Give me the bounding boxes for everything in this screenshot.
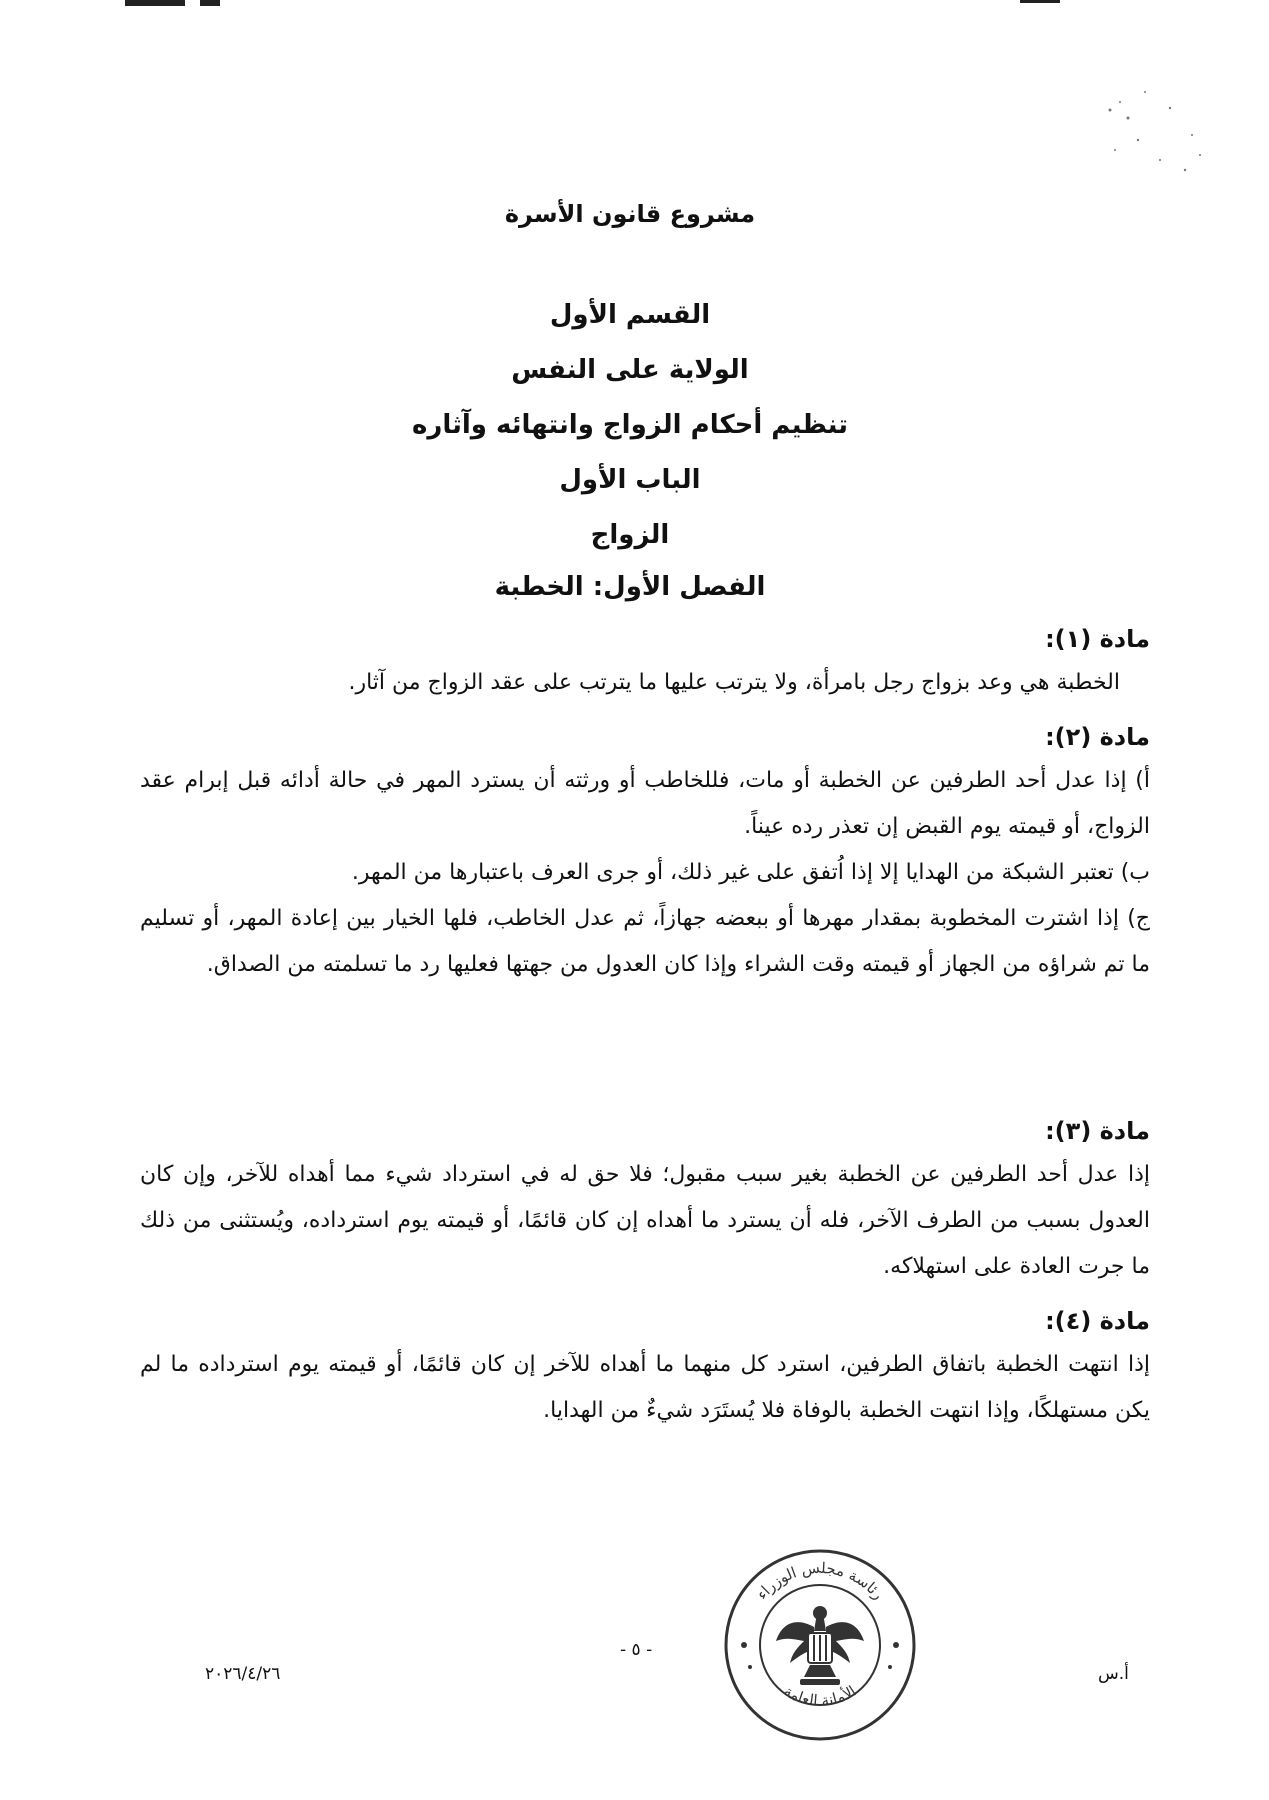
- seal-top-text: رئاسة مجلس الوزراء: [752, 1558, 888, 1604]
- document-title: مشروع قانون الأسرة: [504, 200, 756, 228]
- article-paragraph: ج) إذا اشترت المخطوبة بمقدار مهرها أو ببعضه جهازاً، ثم عدل الخاطب، فلها الخيار بين إعادة المهر، أو تسليم ما تم شراؤه من الجهاز أو قيمته وقت الشراء وإذا كان العدول من جهتها فعليها رد ما تسلمته من الصداق.: [140, 906, 1150, 977]
- article-4: [140, 1300, 1150, 1434]
- chapter-heading: الباب الأول: [559, 465, 701, 495]
- scan-edge-mark: [200, 0, 220, 6]
- article-paragraph: الخطبة هي وعد بزواج رجل بامرأة، ولا يترتب عليها ما يترتب على عقد الزواج من آثار.: [348, 670, 1120, 695]
- footer-initials: أ.س: [1098, 1664, 1129, 1684]
- article-paragraph: أ) إذا عدل أحد الطرفين عن الخطبة أو مات، فللخاطب أو ورثته أن يسترد المهر في حالة أدائه قبل إبرام عقد الزواج، أو قيمته يوم القبض إن تعذر رده عيناً.: [140, 768, 1150, 839]
- footer-date: ٢٠٢٦/٤/٢٦: [205, 1664, 281, 1684]
- article-2: [140, 716, 1150, 988]
- article-heading: مادة (٣):: [1045, 1117, 1150, 1145]
- scan-specks: [1100, 80, 1220, 190]
- article-heading: مادة (٢):: [1045, 723, 1150, 751]
- subject-heading: تنظيم أحكام الزواج وانتهائه وآثاره: [412, 410, 848, 440]
- article-paragraph: إذا انتهت الخطبة باتفاق الطرفين، استرد كل منهما ما أهداه للآخر إن كان قائمًا، أو قيمته يوم استرداده ما لم يكن مستهلكًا، وإذا انتهت الخطبة بالوفاة فلا يُستَرَد شيءٌ من الهدايا.: [140, 1352, 1150, 1423]
- article-paragraph: إذا عدل أحد الطرفين عن الخطبة بغير سبب مقبول؛ فلا حق له في استرداد شيء مما أهداه للآخر، وإن كان العدول بسبب من الطرف الآخر، فله أن يسترد ما أهداه إن كان قائمًا، أو قيمته يوم استرداده، ويُستثنى من ذلك ما جرت العادة على استهلاكه.: [140, 1162, 1150, 1279]
- scan-edge-mark: [125, 0, 185, 6]
- marriage-heading: الزواج: [590, 520, 670, 550]
- scan-edge-mark: [1020, 0, 1060, 3]
- article-paragraph: ب) تعتبر الشبكة من الهدايا إلا إذا اُتفق على غير ذلك، أو جرى العرف باعتبارها من المهر.: [351, 860, 1150, 885]
- article-heading: مادة (٤):: [1045, 1307, 1150, 1335]
- part-heading: الفصل الأول: الخطبة: [494, 572, 766, 602]
- section-heading: القسم الأول: [549, 300, 711, 330]
- article-heading: مادة (١):: [1045, 625, 1150, 653]
- article-3: [140, 1110, 1150, 1290]
- article-1: [140, 618, 1150, 706]
- page-number: - ٥ -: [620, 1640, 653, 1660]
- guardianship-heading: الولاية على النفس: [511, 355, 749, 385]
- eagle-emblem-icon: [776, 1606, 864, 1685]
- seal-bottom-text: الأمانة العامة: [780, 1681, 860, 1710]
- official-seal-stamp: [720, 1545, 920, 1745]
